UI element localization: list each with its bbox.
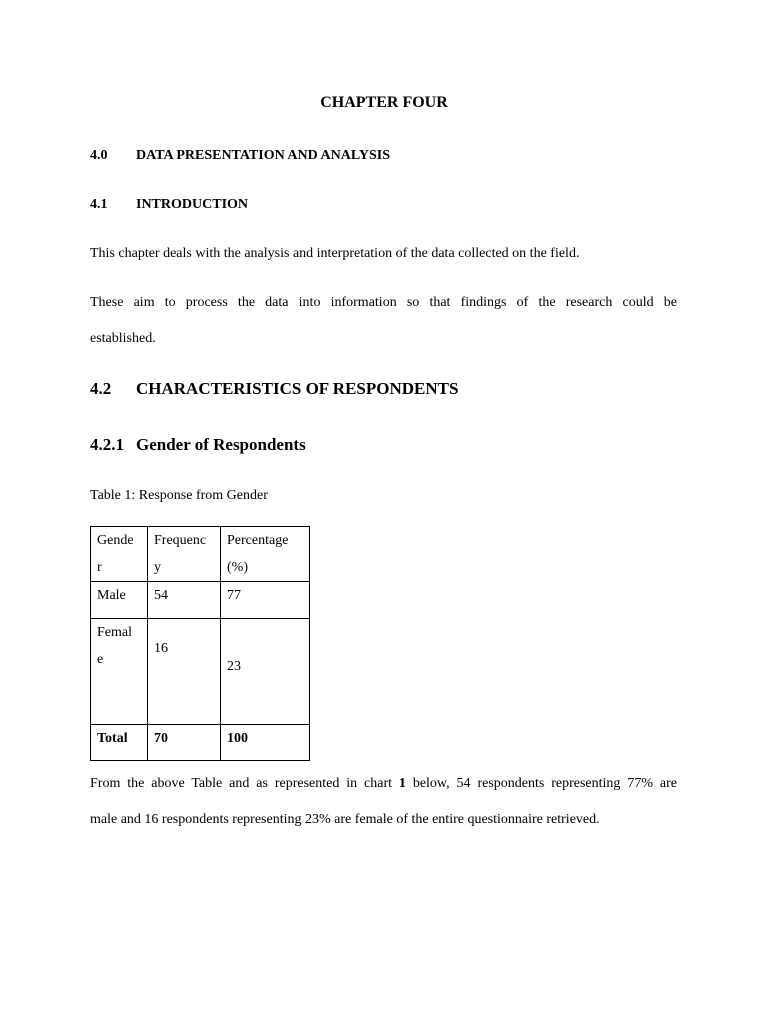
cell-total-percentage: 100 [221, 725, 310, 761]
summary-text-part-2: below, 54 respondents representing 77% are [405, 776, 677, 791]
cell-percentage: 77 [221, 582, 310, 619]
summary-line-2: male and 16 respondents representing 23% are female of the entire questionnaire retrieved. [90, 812, 600, 827]
header-percentage: Percentage (%) [221, 527, 310, 582]
header-frequency: Frequenc y [148, 527, 221, 582]
table-total-row [91, 725, 310, 761]
summary-line-1 [90, 776, 677, 792]
table-row [91, 619, 310, 725]
header-gender: Gende r [91, 527, 148, 582]
cell-frequency: 54 [148, 582, 221, 619]
table-row [91, 582, 310, 619]
intro-paragraph-2-line-2: established. [90, 331, 156, 346]
gender-table [90, 526, 310, 761]
table-header-row [91, 527, 310, 582]
cell-percentage: 23 [221, 619, 310, 725]
section-4-1-number: 4.1 [90, 197, 108, 212]
section-4-1-title: INTRODUCTION [136, 197, 249, 212]
section-4-2-number: 4.2 [90, 379, 112, 398]
chapter-title: CHAPTER FOUR [320, 94, 448, 111]
cell-total-frequency: 70 [148, 725, 221, 761]
section-4-2-title: CHARACTERISTICS OF RESPONDENTS [136, 379, 459, 398]
intro-paragraph-2-line-1: These aim to process the data into information so that findings of the research could be [90, 295, 677, 310]
cell-frequency: 16 [148, 619, 221, 725]
cell-total-label: Total [91, 725, 148, 761]
chart-reference: 1 [398, 776, 406, 791]
section-4-0-title: DATA PRESENTATION AND ANALYSIS [136, 148, 391, 163]
section-4-2-1-number: 4.2.1 [90, 435, 124, 454]
intro-paragraph-1: This chapter deals with the analysis and interpretation of the data collected on the field. [90, 246, 580, 261]
summary-text-part-1: From the above Table and as represented in chart [90, 776, 399, 791]
cell-gender: Male [91, 582, 148, 619]
table-caption: Table 1: Response from Gender [90, 488, 268, 503]
section-4-2-1-title: Gender of Respondents [136, 435, 306, 454]
section-4-0-number: 4.0 [90, 148, 108, 163]
cell-gender: Femal e [91, 619, 148, 725]
